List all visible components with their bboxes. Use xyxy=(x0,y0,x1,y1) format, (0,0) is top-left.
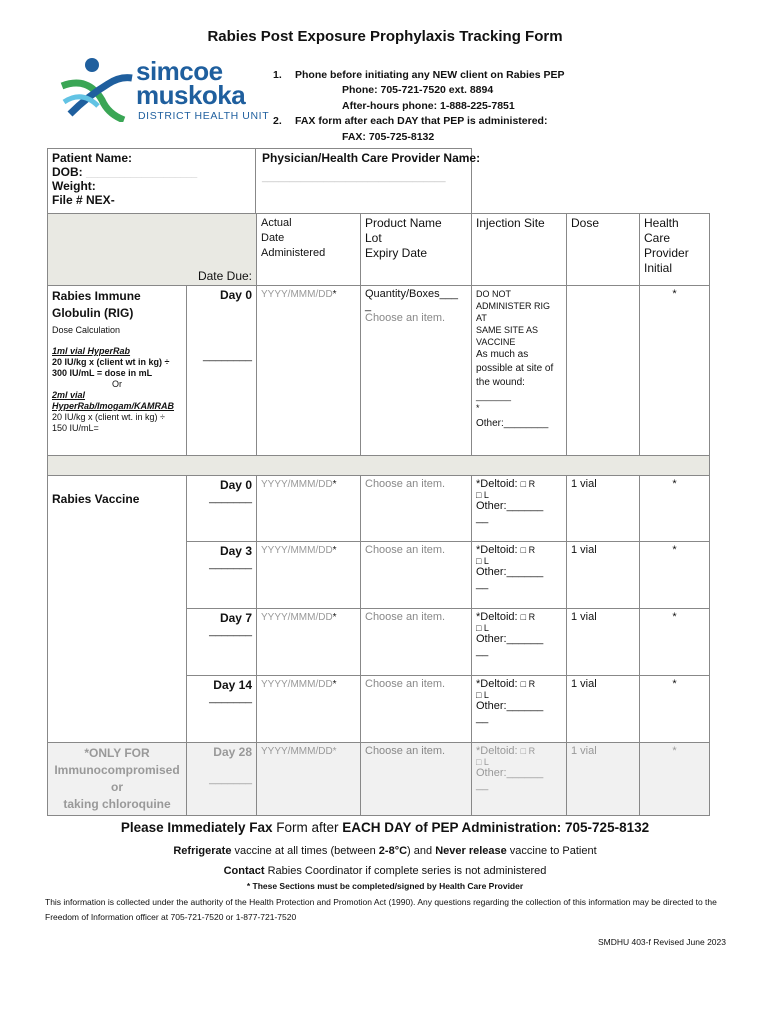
privacy-statement: This information is collected under the authority of the Health Protection and Promotion Act (1990). Any questions regarding the collection of this information may be directed to the Freedom of Information officer at 705-721-7520 or 1-877-721-7520 xyxy=(45,897,717,922)
rig-hcp-cell[interactable]: * xyxy=(640,286,710,456)
hcp-header: Health Care Provider Initial xyxy=(640,214,710,286)
vaccine-day-0: Day 0 xyxy=(219,478,252,492)
physician-label: Physician/Health Care Provider Name: xyxy=(262,151,481,165)
vaccine-date-0: YYYY/MMM/DD xyxy=(261,479,333,490)
vaccine-row-day14: Day 14 _______ YYYY/MMM/DD* Choose an item. *Deltoid: □ R □ L Other:______ __ 1 vial * xyxy=(48,676,710,743)
date-due-header: Date Due: xyxy=(48,214,257,286)
instruction-after-hours: After-hours phone: 1-888-225-7851 xyxy=(342,100,515,112)
calc-2b: 150 IU/mL= xyxy=(52,423,99,433)
vaccine-day-14: Day 14 xyxy=(213,678,252,692)
vaccine-row-day28: *ONLY FOR Immunocompromised or taking chloroquine Day 28 _______ YYYY/MMM/DD* Choose an item. *Deltoid: □ R □ L Other:______ __ 1 vial * xyxy=(48,743,710,816)
rig-product-cell[interactable] xyxy=(361,286,472,456)
rig-due-field[interactable]: ________ xyxy=(203,350,252,362)
rig-name: Rabies Immune Globulin (RIG) xyxy=(52,289,141,320)
calc-2a: 20 IU/kg x (client wt. in kg) ÷ xyxy=(52,412,165,422)
rig-quantity-2: _ xyxy=(365,300,372,312)
refrigerate-note: Refrigerate vaccine at all times (between 2-8°C) and Never release vaccine to Patient xyxy=(173,845,597,857)
vaccine-row-day0: Rabies Vaccine Day 0 _______ YYYY/MMM/DD* Choose an item. *Deltoid: □ R □ L Other:______ __ 1 vial * xyxy=(48,476,710,542)
physician-field[interactable]: _________________________________ xyxy=(262,172,446,183)
instruction-fax: FAX form after each DAY that PEP is administered: xyxy=(295,115,548,127)
revision-label: SMDHU 403-f Revised June 2023 xyxy=(597,937,726,947)
vaccine-deltoid-0: *Deltoid: xyxy=(476,478,518,490)
file-number-label: File # NEX- xyxy=(52,193,115,207)
header-row xyxy=(48,214,710,286)
dob-field[interactable]: ____________________ xyxy=(86,168,198,179)
patient-name-label: Patient Name: xyxy=(52,151,133,165)
dob-label: DOB: xyxy=(52,165,83,179)
logo-text-dhu: DISTRICT HEALTH UNIT xyxy=(138,110,270,122)
rig-name-cell xyxy=(48,286,187,456)
dose-calc-label: Dose Calculation xyxy=(52,325,121,335)
rig-date-cell[interactable]: YYYY/MMM/DD* xyxy=(257,286,361,456)
hcp-note: * These Sections must be completed/signed by Health Care Provider xyxy=(246,881,524,891)
rig-other-field[interactable]: Other:________ xyxy=(476,418,549,429)
rig-dose-cell[interactable] xyxy=(567,286,640,456)
vaccine-dose-0: 1 vial xyxy=(571,478,597,490)
hyperrab-2ml: 2ml vial HyperRab/Imogam/KAMRAB xyxy=(52,390,175,411)
logo-text-simcoe: simcoe xyxy=(136,56,223,86)
logo-icon xyxy=(58,56,136,122)
injection-site-header: Injection Site xyxy=(472,214,567,286)
tracking-table xyxy=(47,148,710,816)
vaccine-day-28: Day 28 xyxy=(213,745,252,759)
vaccine-name: Rabies Vaccine xyxy=(52,492,140,506)
instruction-fax-number: FAX: 705-725-8132 xyxy=(342,131,435,143)
logo-text-muskoka: muskoka xyxy=(136,80,246,110)
vaccine-name-cell xyxy=(48,476,187,743)
rig-day: Day 0 xyxy=(219,288,252,302)
hyperrab-1ml: 1ml vial HyperRab xyxy=(52,346,131,356)
spacer-row xyxy=(48,456,710,476)
vaccine-due-0[interactable]: _______ xyxy=(209,492,252,504)
instruction-number-2: 2. xyxy=(273,115,282,127)
vaccine-day-3: Day 3 xyxy=(219,544,252,558)
rig-day-cell xyxy=(187,286,257,456)
rig-product-select[interactable]: Choose an item. xyxy=(365,312,446,324)
vaccine-day-7: Day 7 xyxy=(219,611,252,625)
form-title: Rabies Post Exposure Prophylaxis Tracking Form xyxy=(207,28,563,45)
vaccine-row-day7: Day 7 _______ YYYY/MMM/DD* Choose an item. *Deltoid: □ R □ L Other:______ __ 1 vial * xyxy=(48,609,710,676)
calc-or: Or xyxy=(112,379,122,389)
instruction-phone-number: Phone: 705-721-7520 ext. 8894 xyxy=(342,84,494,96)
rig-row xyxy=(48,286,710,456)
instruction-number-1: 1. xyxy=(273,69,282,81)
rig-quantity[interactable]: Quantity/Boxes___ xyxy=(365,288,458,300)
vaccine-product-0: Choose an item. xyxy=(365,478,446,490)
rig-date-placeholder[interactable]: YYYY/MMM/DD xyxy=(261,289,333,300)
immuno-cell: *ONLY FOR Immunocompromised or taking chloroquine xyxy=(48,743,187,816)
instruction-phone-new: Phone before initiating any NEW client on Rabies PEP xyxy=(295,69,565,81)
weight-label: Weight: xyxy=(52,179,96,193)
calc-1b: 300 IU/mL = dose in mL xyxy=(52,368,153,378)
dose-header: Dose xyxy=(567,214,640,286)
fax-reminder: Please Immediately Fax Form after EACH DAY of PEP Administration: 705-725-8132 xyxy=(120,820,650,835)
contact-note: Contact Rabies Coordinator if complete series is not administered xyxy=(223,865,547,877)
vaccine-row-day3: Day 3 _______ YYYY/MMM/DD* Choose an item. *Deltoid: □ R □ L Other:______ __ 1 vial * xyxy=(48,542,710,609)
actual-date-header: Actual Date Administered xyxy=(257,214,361,286)
calc-1a: 20 IU/kg x (client wt in kg) ÷ xyxy=(52,357,170,367)
rig-site-cell[interactable]: DO NOT ADMINISTER RIG AT SAME SITE AS VACCINE As much as possible at site of the wound: _______ * Other:________ xyxy=(472,286,567,456)
product-header: Product Name Lot Expiry Date xyxy=(361,214,472,286)
